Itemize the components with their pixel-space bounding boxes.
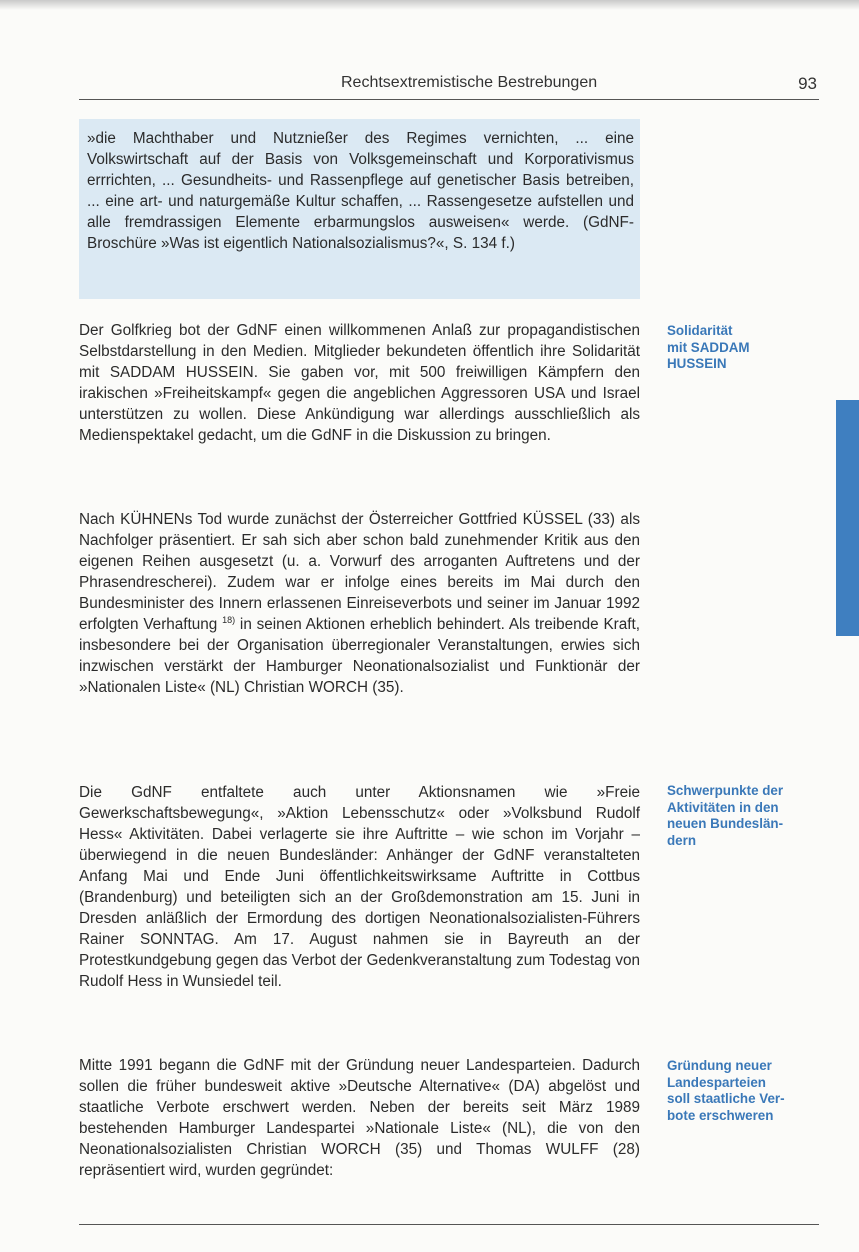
paragraph-aktivitaeten: Die GdNF entfaltete auch unter Aktionsnamen wie »Freie Gewerkschaftsbewegung«, »Aktion Lebensschutz« oder »Volksbund Rudolf Hess« Aktivitäten. Dabei verlagerte sie ihre Auftritte – wie schon im Vorjahr – überwiegend in die neuen Bundesländer: Anhänger der GdNF veranstalteten Anfang Mai und Ende Juni öffentlichkeitswirksame Auftritte in Cottbus (Brandenburg) und beteiligten sich an der Großdemonstration am 15. Juni in Dresden anläßlich der Ermordung des dortigen Neonationalsozialisten-Führers Rainer SONNTAG. Am 17. August nahmen sie in Bayreuth an der Protestkundgebung gegen das Verbot der Gedenkveranstaltung zum Todestag von Rudolf Hess in Wunsiedel teil. (79, 784, 640, 990)
sidenote-line: dern (667, 832, 697, 848)
sidenote-line: Gründung neuer (667, 1058, 772, 1073)
paragraph-kuehnen (79, 509, 640, 698)
chapter-thumb-tab (836, 400, 859, 636)
sidenote-line: soll staatliche Ver- (667, 1091, 785, 1106)
paragraph-text: in seinen Aktionen erheblich behindert. Als treibende Kraft, insbesondere bei der Organisation überregionaler Veranstaltungen, erwies sich inzwischen verstärkt der Hamburger Neonationalsozialist und Funktionär der »Nationalen Liste« (NL) Christian WORCH (35). (79, 616, 641, 696)
sidenote-solidaritaet (667, 323, 827, 373)
sidenote-line: Solidarität (667, 323, 733, 338)
paragraph-text: Nach KÜHNENs Tod wurde zunächst der Österreicher Gottfried KÜSSEL (33) als Nachfolger präsentiert. Er sah sich aber schon bald zunehmender Kritik aus den eigenen Reihen ausgesetzt (u. a. Vorwurf des arroganten Auftretens und der Phrasendrescherei). Zudem war er infolge eines bereits im Mai durch den Bundesminister des Innern erlassenen Einreiseverbots und seiner im Januar 1992 erfolgten Verhaftung (79, 511, 640, 633)
header-title: Rechtsextremistische Bestrebungen (341, 74, 598, 91)
paragraph-landesparteien: Mitte 1991 begann die GdNF mit der Gründung neuer Landesparteien. Dadurch sollen die früher bundesweit aktive »Deutsche Alternative« (DA) abgelöst und staatliche Verbote erschwert werden. Neben der bereits seit März 1989 bestehenden Hamburger Landespartei »Nationale Liste« (NL), die von den Neonationalsozialisten Christian WORCH (35) und Thomas WULFF (28) repräsentiert wird, wurden gegründet: (79, 1057, 640, 1179)
quote-text: »die Machthaber und Nutznießer des Regimes vernichten, ... eine Volkswirtschaft auf der Basis von Volksgemeinschaft und Korporativismus errrichten, ... Gesundheits- und Rassenpflege auf genetischer Basis betreiben, ... eine art- und naturgemäße Kultur schaffen, ... Rassengesetze aufstellen und alle fremdrassigen Elemente erbarmungslos ausweisen« werde. (GdNF-Broschüre »Was ist eigentlich Nationalsozialismus?«, S. 134 f.) (87, 130, 634, 252)
sidenote-line: bote erschweren (667, 1107, 774, 1123)
sidenote-line: neuen Bundeslän- (667, 816, 784, 831)
running-header (79, 74, 819, 96)
sidenote-schwerpunkte (667, 783, 827, 849)
scan-edge-shadow (0, 0, 859, 10)
quote-box (79, 119, 640, 299)
sidenote-gruendung (667, 1058, 827, 1124)
sidenote-line: HUSSEIN (667, 356, 727, 371)
page-number: 93 (798, 74, 817, 93)
sidenote-line: Aktivitäten in den (667, 799, 779, 815)
sidenote-line: mit SADDAM (667, 339, 750, 355)
footer-rule (79, 1224, 819, 1225)
sidenote-line: Landesparteien (667, 1074, 766, 1090)
footnote-ref: 18) (222, 615, 236, 625)
paragraph-golfkrieg: Der Golfkrieg bot der GdNF einen willkommenen Anlaß zur propagandistischen Selbstdarstellung in den Medien. Mitglieder bekundeten öffentlich ihre Solidarität mit SADDAM HUSSEIN. Sie gaben vor, mit 500 freiwilligen Kämpfern den irakischen »Freiheitskampf« gegen die angeblichen Aggressoren USA und Israel unterstützen zu wollen. Diese Ankündigung war allerdings ausschließlich als Medienspektakel gedacht, um die GdNF in die Diskussion zu bringen. (79, 322, 640, 444)
sidenote-line: Schwerpunkte der (667, 783, 784, 798)
header-rule (79, 99, 819, 100)
